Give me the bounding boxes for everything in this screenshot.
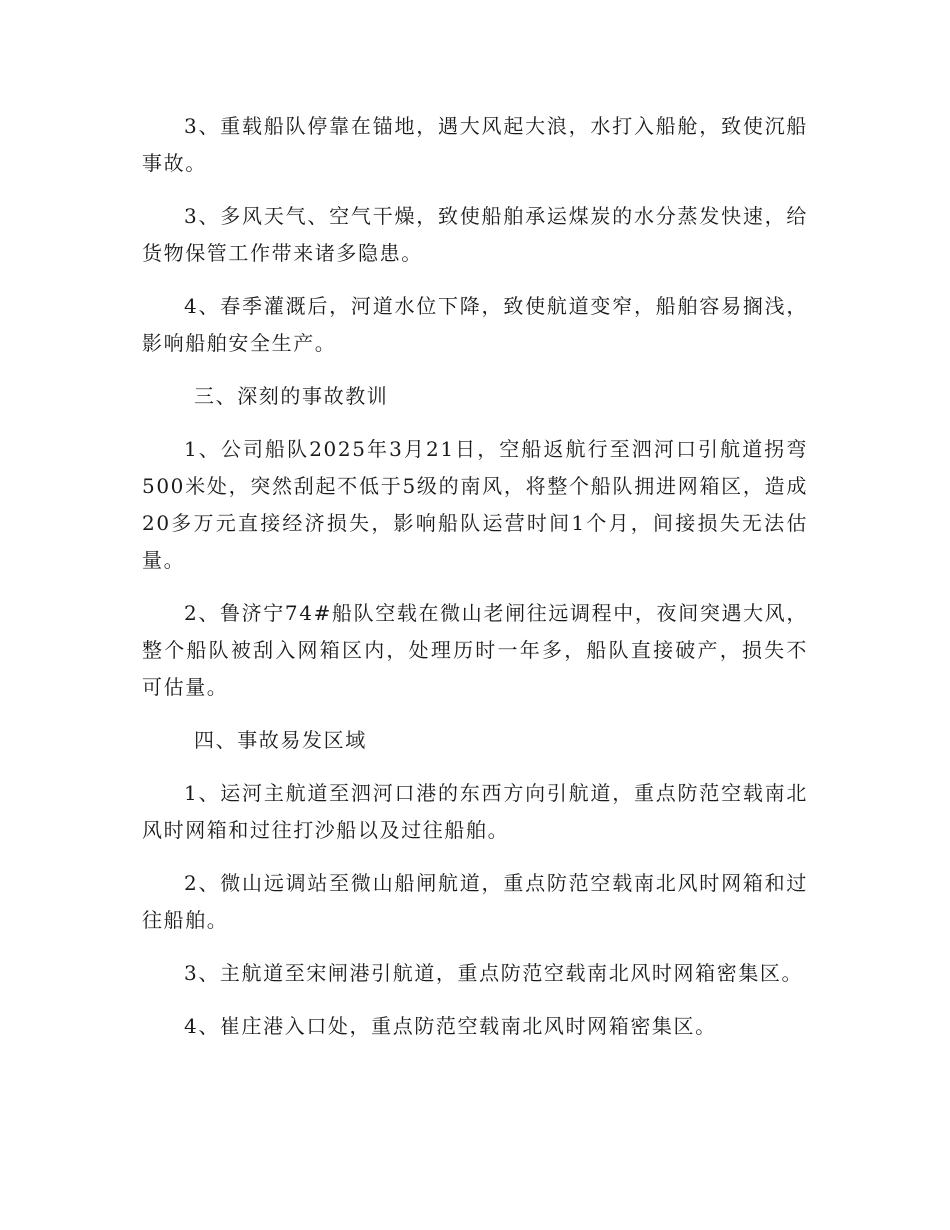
section-heading-areas: 四、事故易发区域 bbox=[194, 728, 367, 752]
paragraph-risk-3b: 3、多风天气、空气干燥，致使船舶承运煤炭的水分蒸发快速，给货物保管工作带来诸多隐患。 bbox=[142, 204, 808, 265]
paragraph-risk-3a: 3、重载船队停靠在锚地，遇大风起大浪，水打入船舱，致使沉船事故。 bbox=[142, 114, 808, 175]
paragraph-area-2: 2、微山远调站至微山船闸航道，重点防范空载南北风时网箱和过往船舶。 bbox=[142, 871, 808, 932]
paragraph-area-1: 1、运河主航道至泗河口港的东西方向引航道，重点防范空载南北风时网箱和过往打沙船以及过往船舶。 bbox=[142, 781, 808, 842]
paragraph-lesson-2: 2、鲁济宁74#船队空载在微山老闸往远调程中，夜间突遇大风，整个船队被刮入网箱区内，处理历时一年多，船队直接破产，损失不可估量。 bbox=[142, 601, 808, 699]
paragraph-risk-4: 4、春季灌溉后，河道水位下降，致使航道变窄，船舶容易搁浅，影响船舶安全生产。 bbox=[142, 294, 808, 355]
document-body bbox=[142, 108, 808, 1061]
section-heading-lessons: 三、深刻的事故教训 bbox=[194, 384, 389, 408]
paragraph-area-3: 3、主航道至宋闸港引航道，重点防范空载南北风时网箱密集区。 bbox=[184, 961, 804, 985]
paragraph-area-4: 4、崔庄港入口处，重点防范空载南北风时网箱密集区。 bbox=[184, 1014, 717, 1038]
paragraph-lesson-1: 1、公司船队2025年3月21日，空船返航行至泗河口引航道拐弯500米处，突然刮起不低于5级的南风，将整个船队拥进网箱区，造成20多万元直接经济损失，影响船队运营时间1个月，间接损失无法估量。 bbox=[142, 437, 808, 572]
